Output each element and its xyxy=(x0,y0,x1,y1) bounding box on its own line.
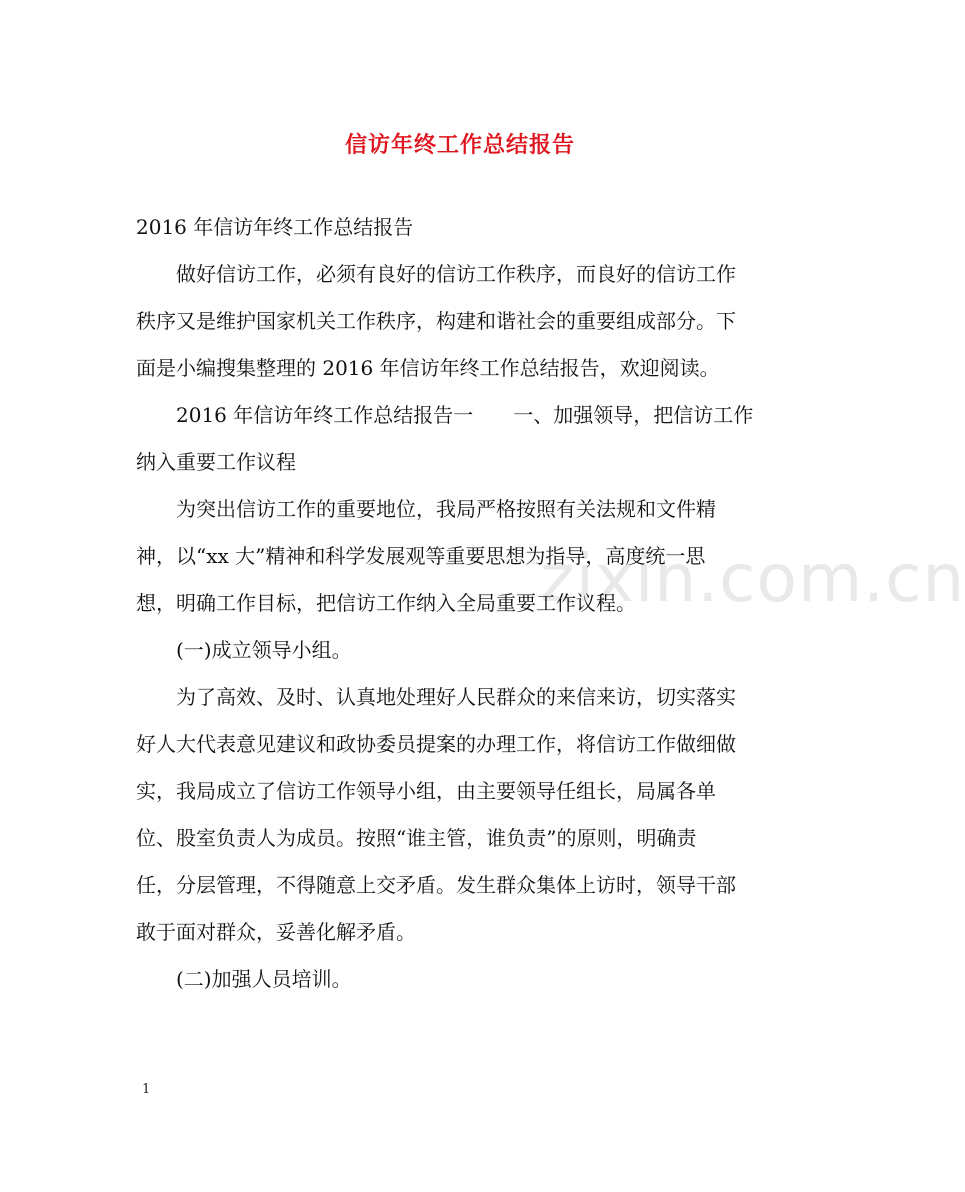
body-line: 神，以“xx 大”精神和科学发展观等重要思想为指导，高度统一思 xyxy=(136,544,706,568)
page-number: 1 xyxy=(142,1082,151,1097)
body-line: 做好信访工作，必须有良好的信访工作秩序，而良好的信访工作 xyxy=(136,262,736,286)
body-line: 秩序又是维护国家机关工作秩序，构建和谐社会的重要组成部分。下 xyxy=(136,309,736,333)
body-line: 好人大代表意见建议和政协委员提案的办理工作，将信访工作做细做 xyxy=(136,732,736,756)
document-title: 信访年终工作总结报告 xyxy=(344,132,575,158)
body-line: 位、股室负责人为成员。按照“谁主管，谁负责”的原则，明确责 xyxy=(136,826,697,850)
body-line: 面是小编搜集整理的 2016 年信访年终工作总结报告，欢迎阅读。 xyxy=(136,356,720,380)
subtitle-line: 2016 年信访年终工作总结报告 xyxy=(136,215,414,239)
body-line: 2016 年信访年终工作总结报告一 一、加强领导，把信访工作 xyxy=(136,403,754,427)
body-line: 为了高效、及时、认真地处理好人民群众的来信来访，切实落实 xyxy=(136,685,736,709)
body-line: 为突出信访工作的重要地位，我局严格按照有关法规和文件精 xyxy=(136,497,716,521)
watermark: zixin.com.cn xyxy=(540,540,965,617)
section-heading: (二)加强人员培训。 xyxy=(136,967,352,991)
body-line: 纳入重要工作议程 xyxy=(136,450,296,474)
body-line: 想，明确工作目标，把信访工作纳入全局重要工作议程。 xyxy=(136,591,636,615)
body-line: 实，我局成立了信访工作领导小组，由主要领导任组长，局属各单 xyxy=(136,779,716,803)
body-line: 敢于面对群众，妥善化解矛盾。 xyxy=(136,920,416,944)
section-heading: (一)成立领导小组。 xyxy=(136,638,352,662)
body-line: 任，分层管理，不得随意上交矛盾。发生群众集体上访时，领导干部 xyxy=(136,873,736,897)
